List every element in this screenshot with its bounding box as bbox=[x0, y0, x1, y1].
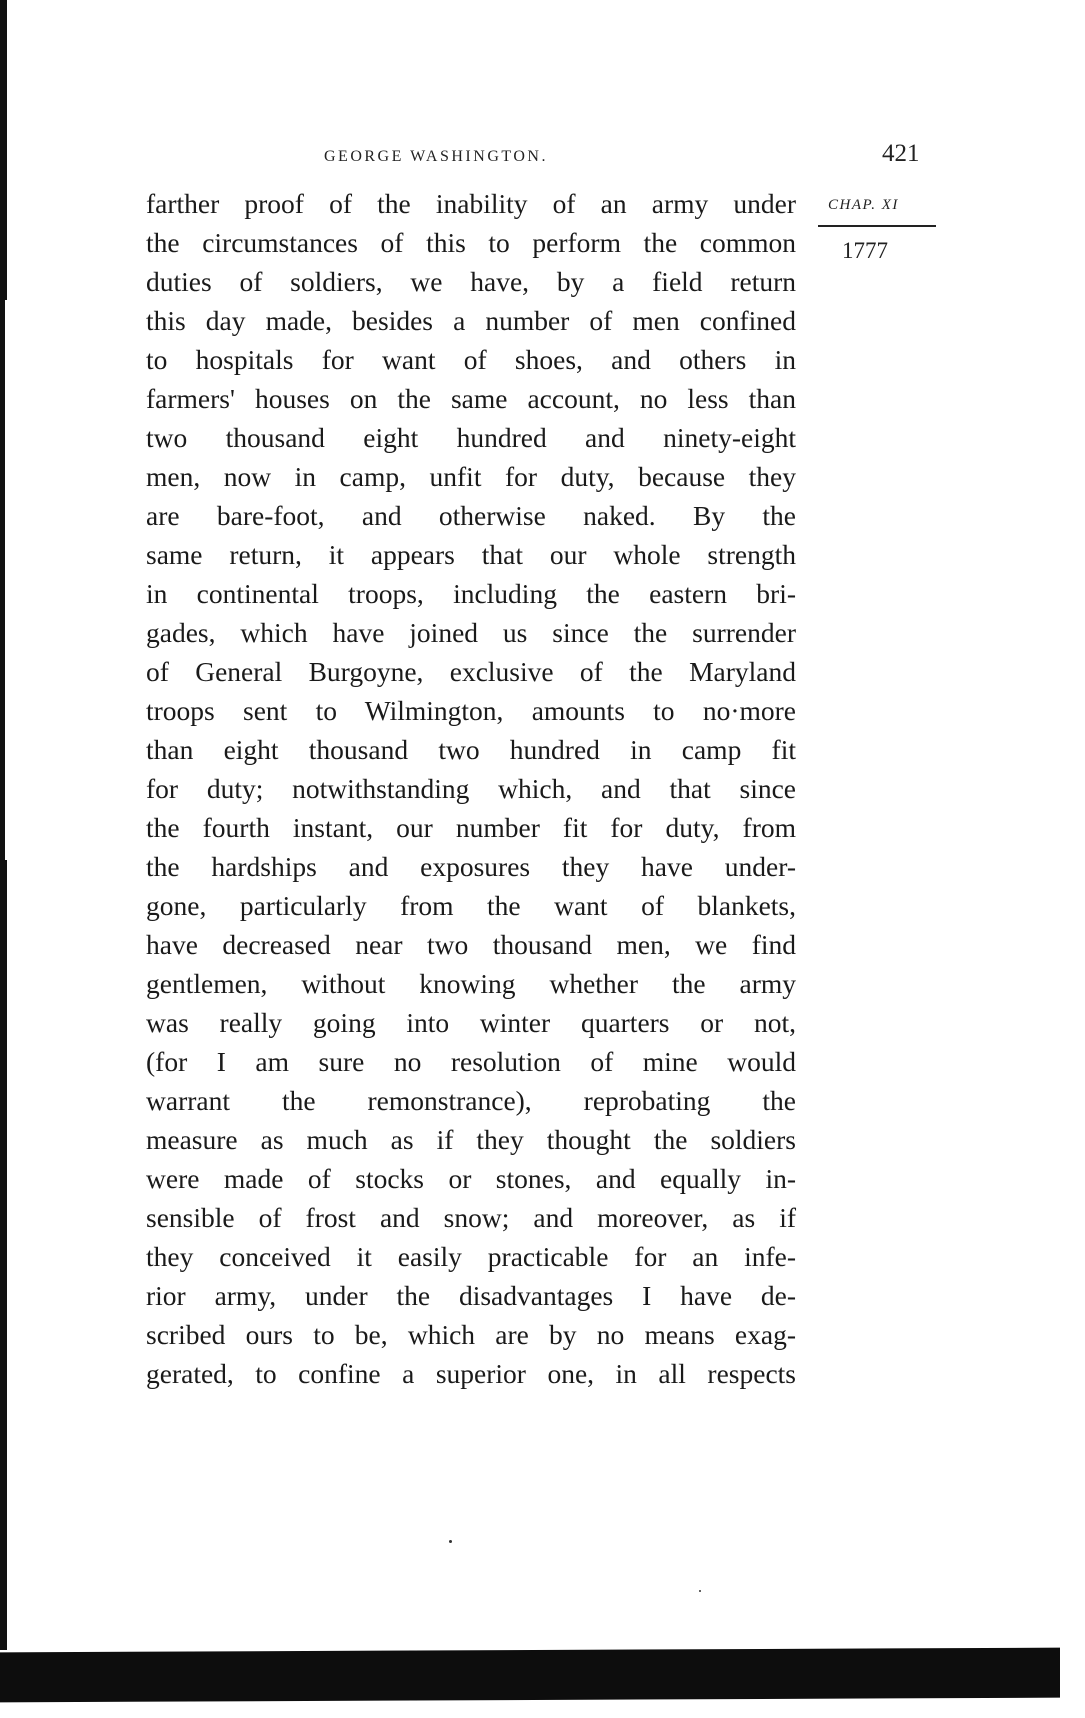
scan-speck bbox=[449, 1540, 452, 1543]
text-line: rior army, under the disadvantages I have de- bbox=[146, 1280, 796, 1311]
text-line: for duty; notwithstanding which, and that since bbox=[146, 773, 796, 804]
running-title: GEORGE WASHINGTON. bbox=[324, 148, 548, 165]
scan-speck bbox=[699, 1590, 701, 1592]
text-line: gades, which have joined us since the surrender bbox=[146, 617, 796, 648]
text-line: measure as much as if they thought the soldiers bbox=[146, 1124, 796, 1155]
text-line: duties of soldiers, we have, by a field return bbox=[146, 266, 796, 297]
text-line: (for I am sure no resolution of mine would bbox=[146, 1046, 796, 1077]
spine-shadow-bottom bbox=[0, 860, 7, 1650]
text-line: this day made, besides a number of men confined bbox=[146, 305, 796, 336]
text-line: farther proof of the inability of an army under bbox=[146, 188, 796, 219]
text-line: warrant the remonstrance), reprobating the bbox=[146, 1085, 796, 1116]
text-line: of General Burgoyne, exclusive of the Maryland bbox=[146, 656, 796, 687]
text-line: same return, it appears that our whole strength bbox=[146, 539, 796, 570]
text-line: they conceived it easily practicable for an infe- bbox=[146, 1241, 796, 1272]
text-line: gentlemen, without knowing whether the army bbox=[146, 968, 796, 999]
body-text bbox=[146, 184, 796, 1393]
text-line: scribed ours to be, which are by no means exag- bbox=[146, 1319, 796, 1350]
text-line: was really going into winter quarters or not, bbox=[146, 1007, 796, 1038]
margin-rule bbox=[818, 225, 936, 227]
text-line: two thousand eight hundred and ninety-eight bbox=[146, 422, 796, 453]
spine-shadow-middle bbox=[0, 300, 5, 860]
text-line: gone, particularly from the want of blankets, bbox=[146, 890, 796, 921]
text-line: to hospitals for want of shoes, and others in bbox=[146, 344, 796, 375]
text-line: sensible of frost and snow; and moreover, as if bbox=[146, 1202, 796, 1233]
text-line: were made of stocks or stones, and equally in- bbox=[146, 1163, 796, 1194]
text-line: in continental troops, including the eastern bri- bbox=[146, 578, 796, 609]
text-line: gerated, to confine a superior one, in all respects bbox=[146, 1358, 796, 1389]
book-spine-edge bbox=[0, 0, 24, 1718]
text-line: than eight thousand two hundred in camp fit bbox=[146, 734, 796, 765]
text-line: have decreased near two thousand men, we find bbox=[146, 929, 796, 960]
text-line: farmers' houses on the same account, no less than bbox=[146, 383, 796, 414]
margin-chapter-label: CHAP. XI bbox=[828, 197, 899, 213]
page-bottom-shadow bbox=[0, 1648, 1060, 1703]
page-number: 421 bbox=[882, 140, 920, 167]
text-line: troops sent to Wilmington, amounts to no·more bbox=[146, 695, 796, 726]
margin-year: 1777 bbox=[842, 238, 888, 263]
text-line: the fourth instant, our number fit for duty, from bbox=[146, 812, 796, 843]
text-line: the circumstances of this to perform the common bbox=[146, 227, 796, 258]
text-line: are bare-foot, and otherwise naked. By the bbox=[146, 500, 796, 531]
spine-shadow-top bbox=[0, 0, 7, 300]
text-line: the hardships and exposures they have under- bbox=[146, 851, 796, 882]
text-line: men, now in camp, unfit for duty, because they bbox=[146, 461, 796, 492]
